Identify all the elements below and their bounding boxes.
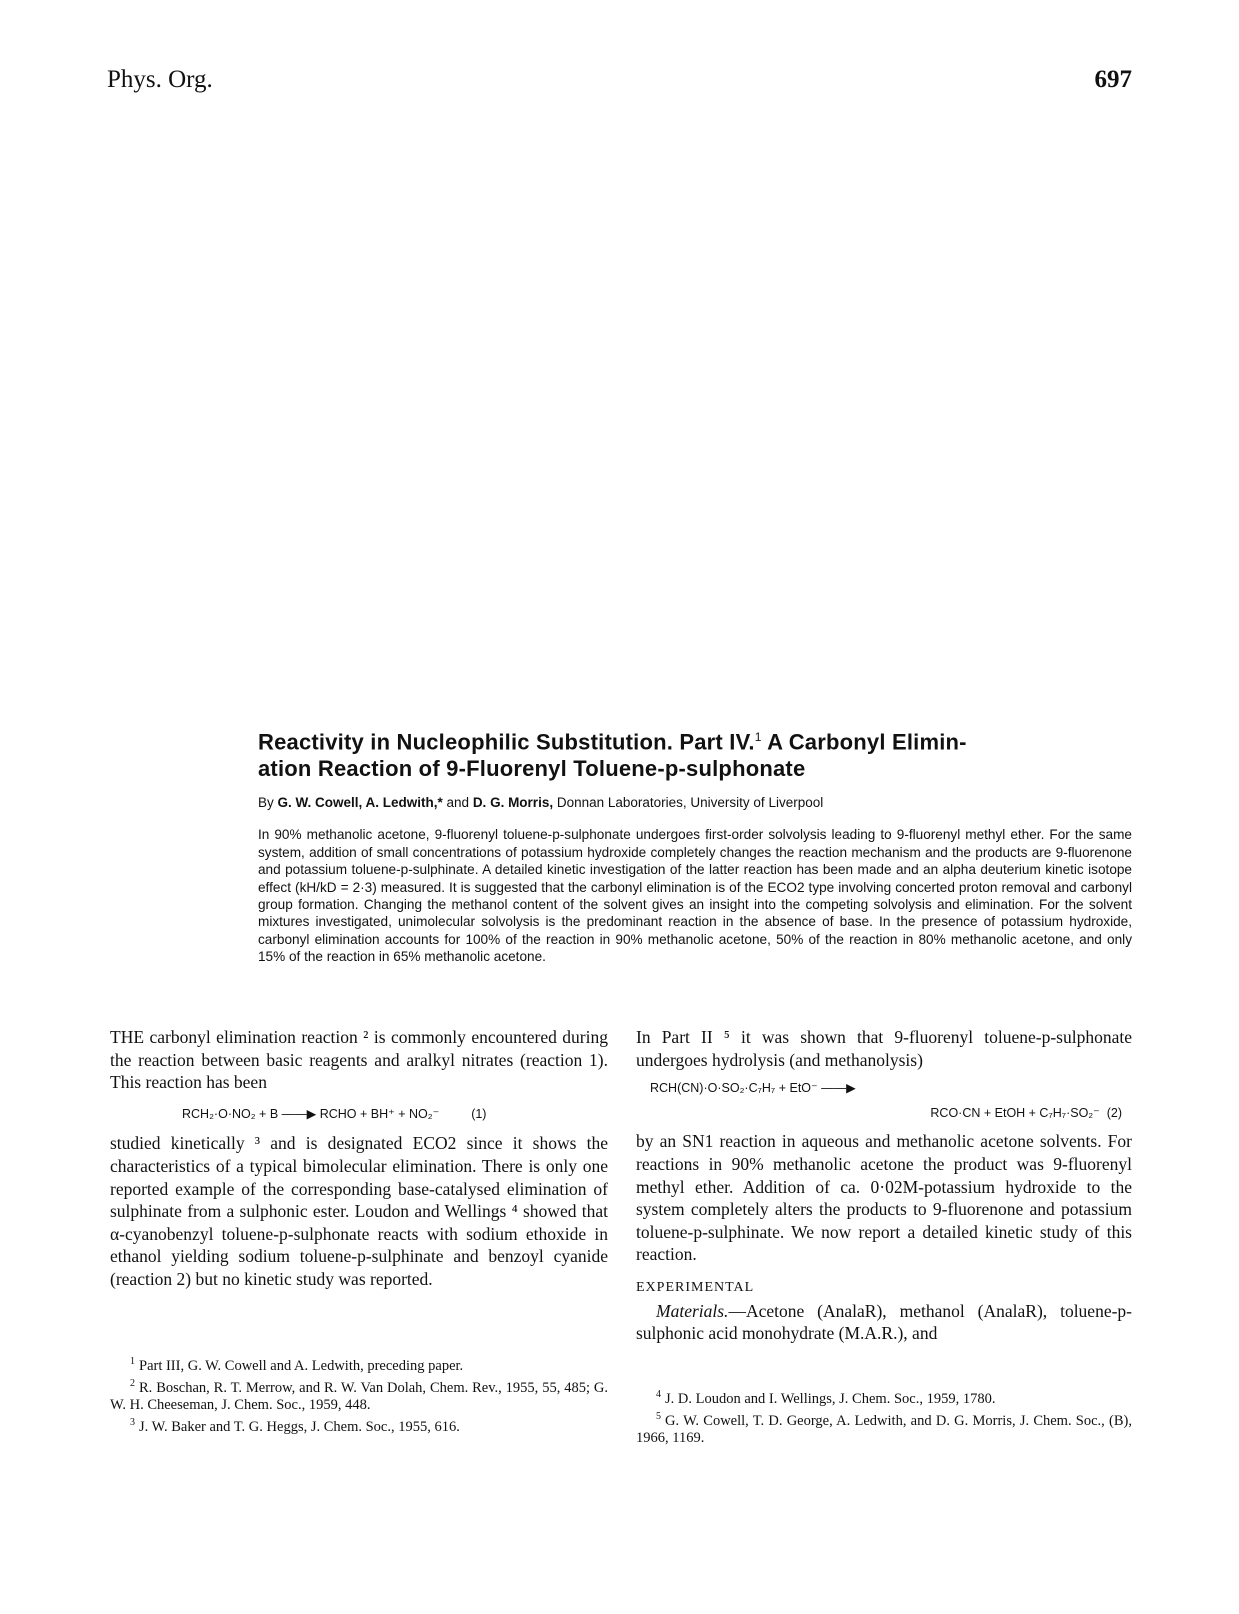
- equation-2-line-1: RCH(CN)·O·SO₂·C₇H₇ + EtO⁻ ——▶: [650, 1081, 856, 1096]
- byline-by: By: [258, 795, 278, 811]
- equation-1: [182, 1103, 608, 1126]
- equation-2-number: (2): [1106, 1105, 1122, 1120]
- sn1-paragraph: by an SN1 reaction in aqueous and methanolic acetone solvents. For reactions in 90% methanolic acetone the product was 9-fluorenyl methyl ether. Addition of ca. 0·02M-potassium hydroxide to the system completely alters the products to 9-fluorenone and potassium toluene-p-sulphinate. We now report a detailed kinetic study of this reaction.: [636, 1131, 1132, 1265]
- article-title: [258, 724, 1132, 782]
- footnote-4: [636, 1386, 1132, 1408]
- right-column: [636, 1026, 1132, 1345]
- page-number: 697: [1094, 66, 1132, 93]
- abstract: In 90% methanolic acetone, 9-fluorenyl toluene-p-sulphonate undergoes first-order solvolysis leading to 9-fluorenyl methyl ether. For the same system, addition of small concentrations of potassium hydroxide completely changes the reaction mechanism and the products are 9-fluorenone and potassium toluene-p-sulphinate. A detailed kinetic investigation of the latter reaction has been made and an alpha deuterium kinetic isotope effect (kH/kD = 2·3) measured. It is suggested that the carbonyl elimination is of the ECO2 type involving concerted proton removal and carbonyl group formation. Changing the methanol content of the solvent gives an insight into the competing solvolysis and elimination. For the solvent mixtures investigated, unimolecular solvolysis is the predominant reaction in the absence of base. In the presence of potassium hydroxide, carbonyl elimination accounts for 100% of the reaction in 90% methanolic acetone, 50% of the reaction in 80% methanolic acetone, and only 15% of the reaction in 65% methanolic acetone.: [258, 827, 1132, 965]
- section-heading-experimental: EXPERIMENTAL: [636, 1279, 755, 1295]
- title-part-3: ation Reaction of 9-Fluorenyl Toluene-p-sulphonate: [258, 756, 806, 782]
- intro-paragraph: THE carbonyl elimination reaction ² is commonly encountered during the reaction between basic reagents and aralkyl nitrates (reaction 1). This reaction has been: [110, 1027, 608, 1093]
- footnotes-left: [110, 1353, 608, 1435]
- footnote-2-text: R. Boschan, R. T. Merrow, and R. W. Van Dolah, Chem. Rev., 1955, 55, 485; G. W. H. Cheeseman, J. Chem. Soc., 1959, 448.: [110, 1379, 608, 1413]
- footnote-2-mark: 2: [130, 1377, 135, 1389]
- footnote-4-mark: 4: [656, 1389, 661, 1400]
- title-part-1: Reactivity in Nucleophilic Substitution. Part IV.: [258, 729, 755, 755]
- footnote-5-mark: 5: [656, 1410, 661, 1422]
- equation-1-number: (1): [471, 1106, 487, 1121]
- materials-heading: Materials.: [656, 1300, 729, 1321]
- affiliation: Donnan Laboratories, University of Liverpool: [553, 795, 824, 811]
- footnote-4-text: J. D. Loudon and I. Wellings, J. Chem. Soc., 1959, 1780.: [665, 1390, 996, 1407]
- byline-and: and: [442, 795, 473, 811]
- authors-1: G. W. Cowell, A. Ledwith,*: [277, 795, 443, 811]
- title-part-2: A Carbonyl Elimin-: [761, 729, 967, 755]
- equation-2-line-2: [636, 1102, 1122, 1125]
- byline: [258, 795, 1132, 810]
- footnote-2: [110, 1375, 608, 1414]
- equation-2-text: RCO·CN + EtOH + C₇H₇·SO₂⁻: [930, 1105, 1100, 1120]
- materials-paragraph: [636, 1300, 1132, 1345]
- equation-1-text: RCH₂·O·NO₂ + B ——▶ RCHO + BH⁺ + NO₂⁻: [182, 1106, 440, 1121]
- running-head: Phys. Org.: [107, 66, 213, 93]
- materials-text: —Acetone (AnalaR), methanol (AnalaR), toluene-p-sulphonic acid monohydrate (M.A.R.), and: [636, 1300, 1132, 1344]
- part-ii-paragraph: In Part II ⁵ it was shown that 9-fluorenyl toluene-p-sulphonate undergoes hydrolysis (and methanolysis): [636, 1027, 1132, 1070]
- footnote-1: [110, 1353, 608, 1375]
- authors-2: D. G. Morris,: [472, 795, 554, 811]
- footnote-5: [636, 1408, 1132, 1447]
- footnote-3-text: J. W. Baker and T. G. Heggs, J. Chem. Soc., 1955, 616.: [139, 1418, 460, 1435]
- article-header: [258, 724, 1132, 966]
- footnote-3-mark: 3: [130, 1416, 135, 1428]
- footnote-5-text: G. W. Cowell, T. D. George, A. Ledwith, and D. G. Morris, J. Chem. Soc., (B), 1966, 1169.: [636, 1412, 1132, 1446]
- left-column: [110, 1026, 608, 1291]
- footnote-1-mark: 1: [130, 1356, 135, 1367]
- title-ref-mark: 1: [754, 730, 762, 744]
- footnote-3: [110, 1414, 608, 1436]
- footnotes-right: [636, 1386, 1132, 1447]
- body-paragraph: studied kinetically ³ and is designated ECO2 since it shows the characteristics of a typical bimolecular elimination. There is only one reported example of the corresponding base-catalysed elimination of sulphinate from a sulphonic ester. Loudon and Wellings ⁴ showed that α-cyanobenzyl toluene-p-sulphonate reacts with sodium ethoxide in ethanol yielding sodium toluene-p-sulphinate and benzoyl cyanide (reaction 2) but no kinetic study was reported.: [110, 1133, 608, 1289]
- footnote-1-text: Part III, G. W. Cowell and A. Ledwith, preceding paper.: [139, 1357, 464, 1374]
